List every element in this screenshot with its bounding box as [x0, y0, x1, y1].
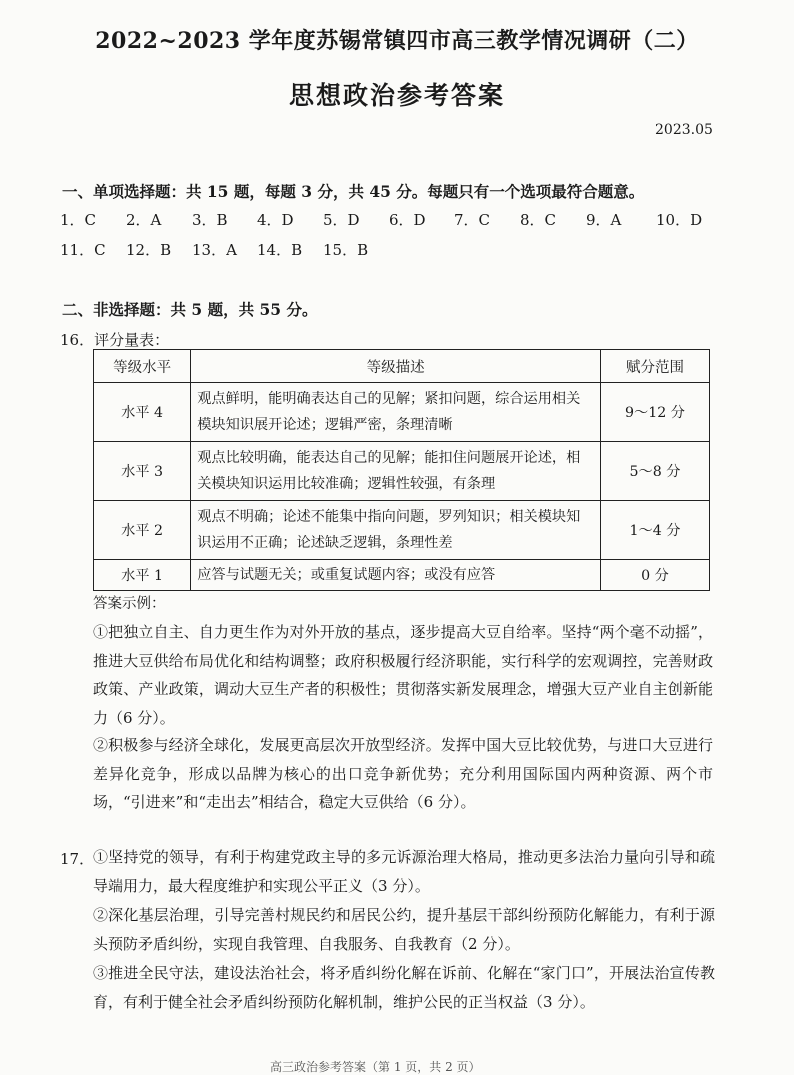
rubric-desc: 观点鲜明，能明确表达自己的见解；紧扣问题，综合运用相关模块知识展开论述；逻辑严密，条理清晰: [191, 383, 601, 442]
rubric-header-row: [94, 350, 710, 383]
rubric-level: 水平 4: [94, 383, 191, 442]
rubric-desc: 应答与试题无关；或重复试题内容；或没有应答: [191, 560, 601, 591]
rubric-score: 9～12 分: [601, 383, 710, 442]
q17-point-2: ②深化基层治理，引导完善村规民约和居民公约，提升基层干部纠纷预防化解能力，有利于源头预防矛盾纠纷，实现自我管理、自我服务、自我教育（2 分）。: [93, 906, 715, 953]
answer-item: 6．D: [389, 211, 426, 229]
rubric-row: [94, 442, 710, 501]
section2-heading: 二、非选择题：共 5 题，共 55 分。: [62, 300, 318, 319]
rubric-header-level: 等级水平: [94, 350, 191, 383]
rubric-level: 水平 2: [94, 501, 191, 560]
section1-heading: 一、单项选择题：共 15 题，每题 3 分，共 45 分。每题只有一个选项最符合题意。: [62, 182, 645, 201]
rubric-score: 5～8 分: [601, 442, 710, 501]
example-label: 答案示例：: [93, 596, 166, 612]
answer-item: 9．A: [586, 211, 622, 229]
question-16-label: 16．评分量表：: [60, 331, 170, 349]
document-subtitle: 思想政治参考答案: [288, 81, 505, 110]
rubric-level: 水平 1: [94, 560, 191, 591]
answer-item: 1．C: [60, 211, 97, 229]
rubric-row: [94, 383, 710, 442]
rubric-row: [94, 501, 710, 560]
q17-point-3: ③推进全民守法，建设法治社会，将矛盾纠纷化解在诉前、化解在“家门口”，开展法治宣传教育，有利于健全社会矛盾纠纷预防化解机制，维护公民的正当权益（3 分）。: [93, 964, 715, 1011]
rubric-desc: 观点比较明确，能表达自己的见解；能扣住问题展开论述，相关模块知识运用比较准确；逻辑性较强，有条理: [191, 442, 601, 501]
example-paragraph-2: ②积极参与经济全球化，发展更高层次开放型经济。发挥中国大豆比较优势，与进口大豆进行差异化竞争，形成以品牌为核心的出口竞争新优势；充分利用国际国内两种资源、两个市场，“引进来”和“走出去”相结合，稳定大豆供给（6 分）。: [93, 736, 713, 811]
answer-item: 13．A: [192, 241, 237, 259]
answer-item: 3．B: [192, 211, 228, 229]
answer-item: 5．D: [323, 211, 360, 229]
answer-item: 15．B: [323, 241, 369, 259]
document-date: 2023.05: [655, 122, 713, 138]
rubric-row: [94, 560, 710, 591]
q17-point-1: ①坚持党的领导，有利于构建党政主导的多元诉源治理大格局，推动更多法治力量向引导和疏导端用力，最大程度维护和实现公平正义（3 分）。: [93, 848, 715, 895]
rubric-score: 1～4 分: [601, 501, 710, 560]
document-title: 2022~2023 学年度苏锡常镇四市高三教学情况调研（二）: [95, 28, 699, 54]
rubric-desc: 观点不明确；论述不能集中指向问题，罗列知识；相关模块知识运用不正确；论述缺乏逻辑，条理性差: [191, 501, 601, 560]
rubric-table: [93, 349, 710, 591]
rubric-header-desc: 等级描述: [191, 350, 601, 383]
answer-item: 7．C: [454, 211, 491, 229]
page-footer: 高三政治参考答案（第 1 页，共 2 页）: [270, 1060, 481, 1074]
answer-item: 11．C: [60, 241, 106, 259]
answer-item: 4．D: [257, 211, 294, 229]
question-17-label: 17．: [60, 850, 95, 868]
example-paragraph-1: ①把独立自主、自力更生作为对外开放的基点，逐步提高大豆自给率。坚持“两个毫不动摇”，推进大豆供给布局优化和结构调整；政府积极履行经济职能，实行科学的宏观调控，完善财政政策、产业政策，调动大豆生产者的积极性；贯彻落实新发展理念，增强大豆产业自主创新能力（6 分）。: [93, 623, 713, 727]
answer-item: 10．D: [656, 211, 703, 229]
rubric-header-score: 赋分范围: [601, 350, 710, 383]
rubric-score: 0 分: [601, 560, 710, 591]
answer-item: 8．C: [520, 211, 557, 229]
answer-item: 12．B: [126, 241, 172, 259]
rubric-level: 水平 3: [94, 442, 191, 501]
answer-item: 14．B: [257, 241, 303, 259]
answer-item: 2．A: [126, 211, 162, 229]
